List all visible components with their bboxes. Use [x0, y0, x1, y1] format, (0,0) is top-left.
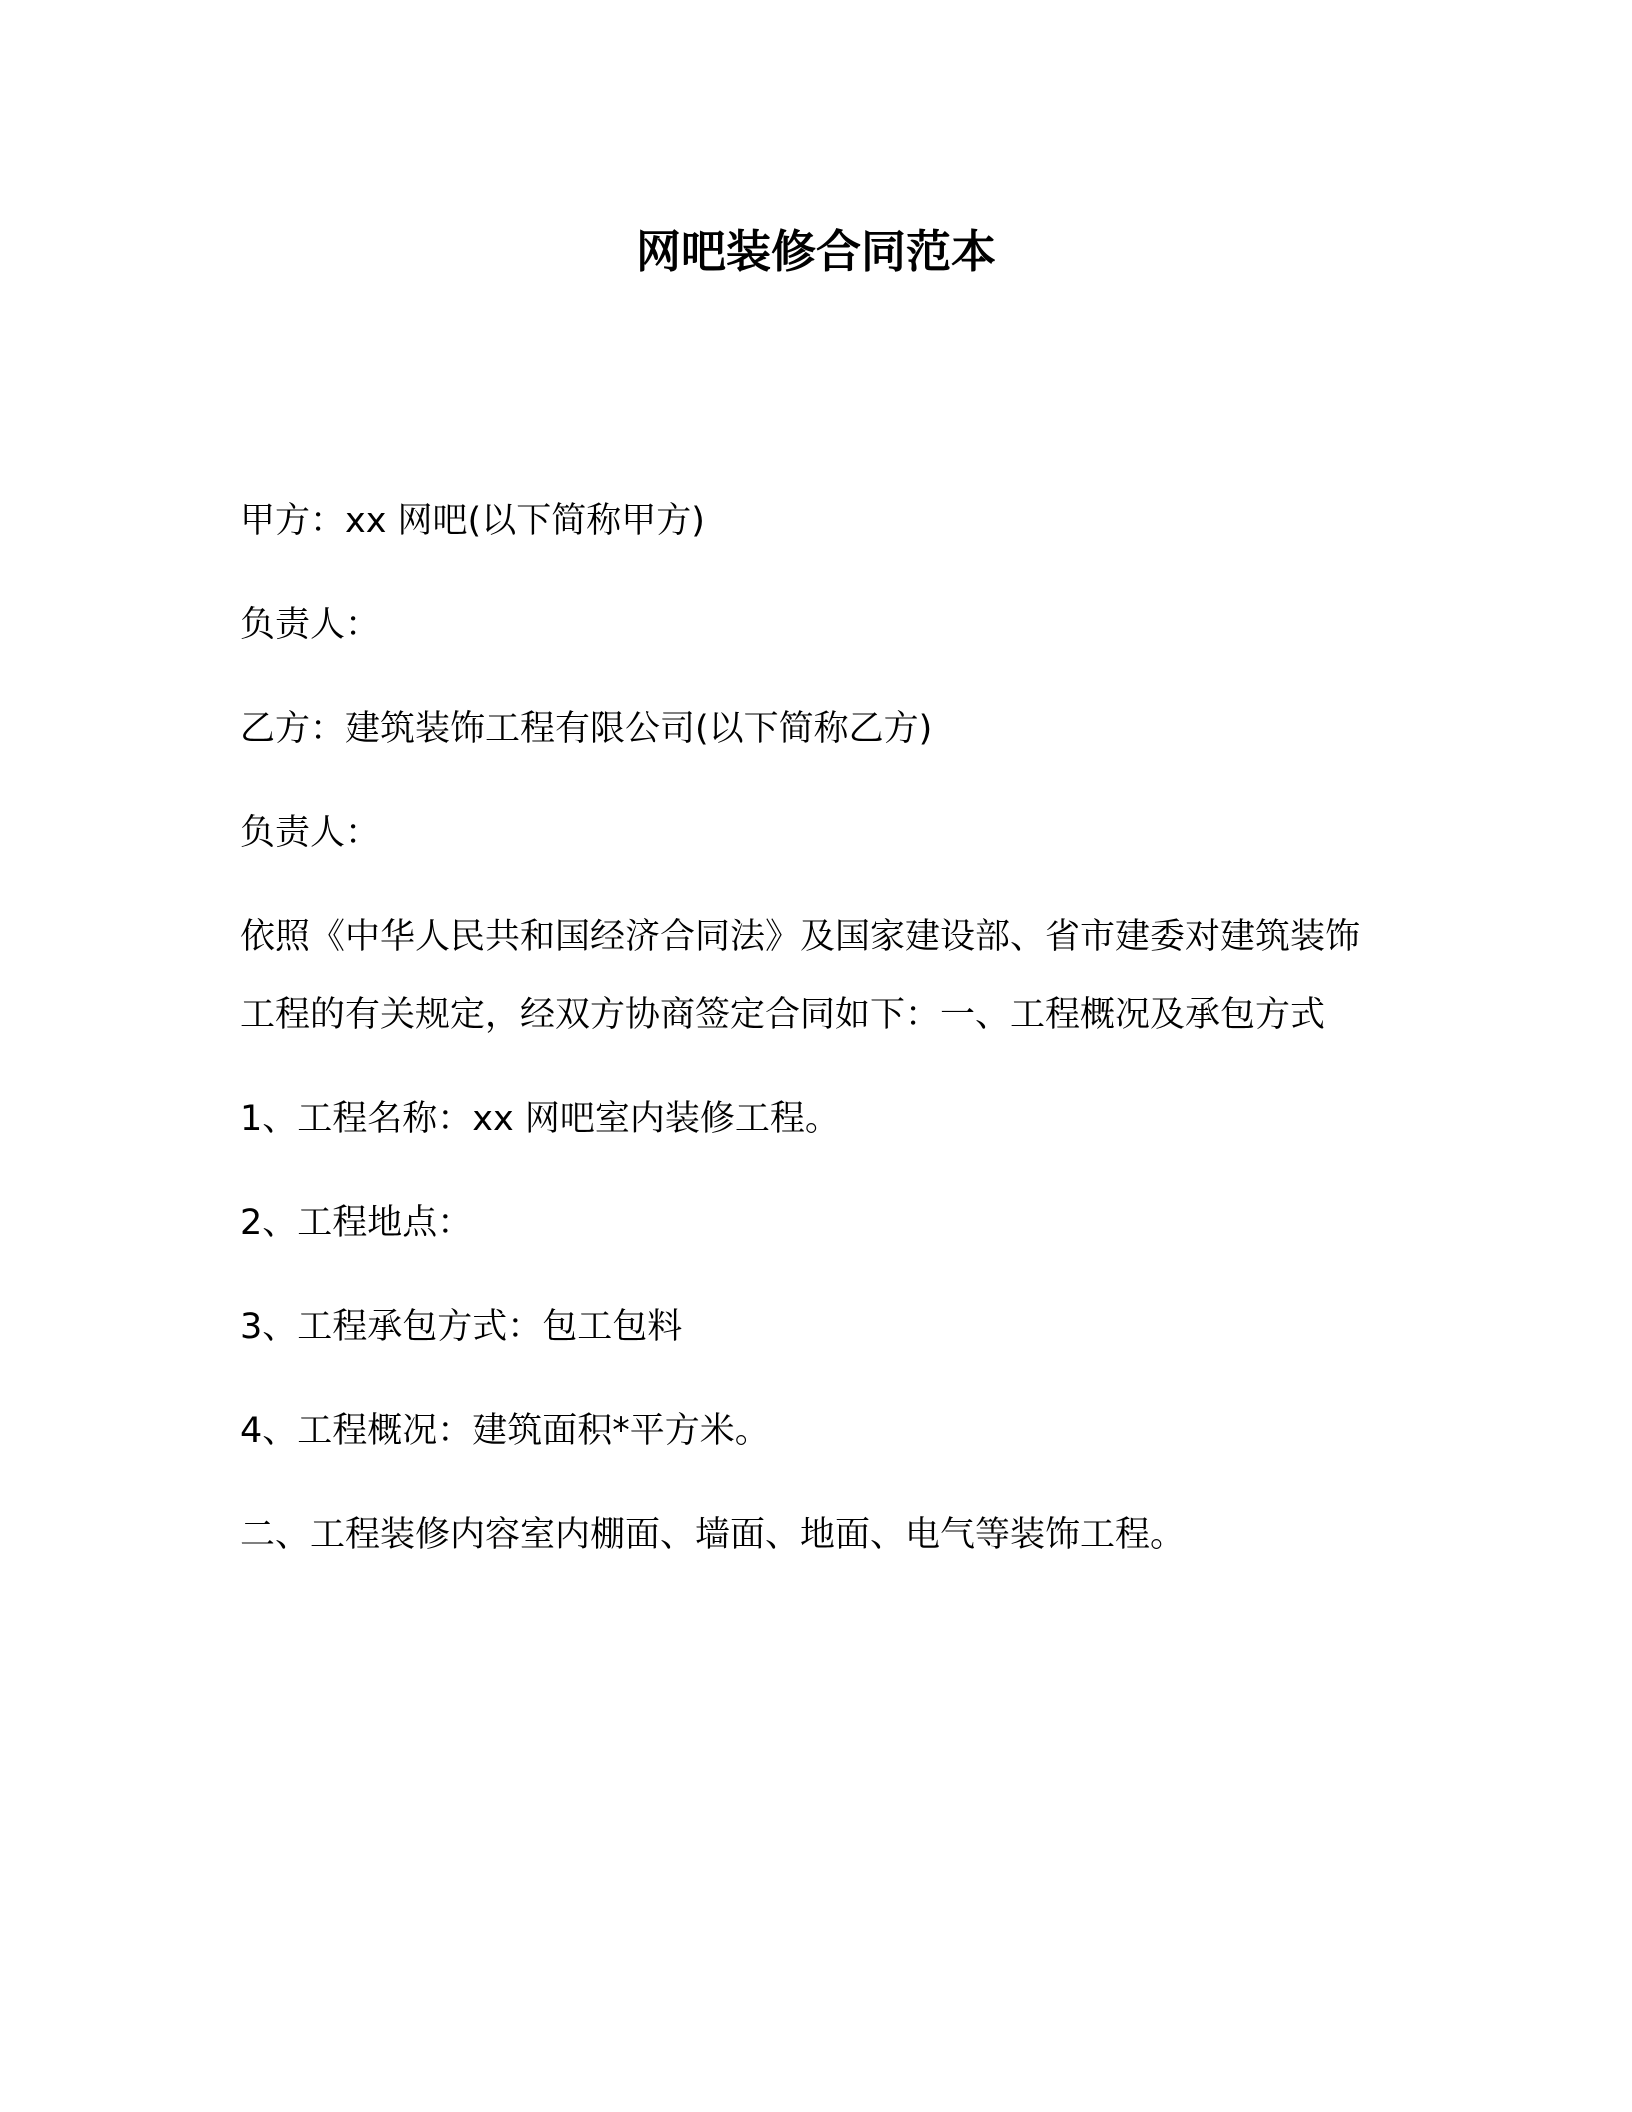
clause-project-overview: 4、工程概况：建筑面积*平方米。	[240, 1411, 770, 1451]
clause-contract-method: 3、工程承包方式：包工包料	[240, 1307, 683, 1347]
section-decoration-content: 二、工程装修内容室内棚面、墙面、地面、电气等装饰工程。	[240, 1515, 1186, 1555]
document-body	[240, 495, 1360, 1613]
party-b-representative: 负责人：	[240, 813, 381, 853]
document-title: 网吧装修合同范本	[635, 225, 996, 278]
party-b-line: 乙方：建筑装饰工程有限公司(以下简称乙方)	[240, 709, 933, 749]
clause-project-location: 2、工程地点：	[240, 1203, 473, 1243]
party-a-representative: 负责人：	[240, 605, 381, 645]
clause-project-name: 1、工程名称：xx 网吧室内装修工程。	[240, 1099, 840, 1139]
party-a-line: 甲方：xx 网吧(以下简称甲方)	[240, 501, 705, 541]
preamble-paragraph: 依照《中华人民共和国经济合同法》及国家建设部、省市建委对建筑装饰工程的有关规定，经双方协商签定合同如下：一、工程概况及承包方式	[240, 917, 1361, 1035]
